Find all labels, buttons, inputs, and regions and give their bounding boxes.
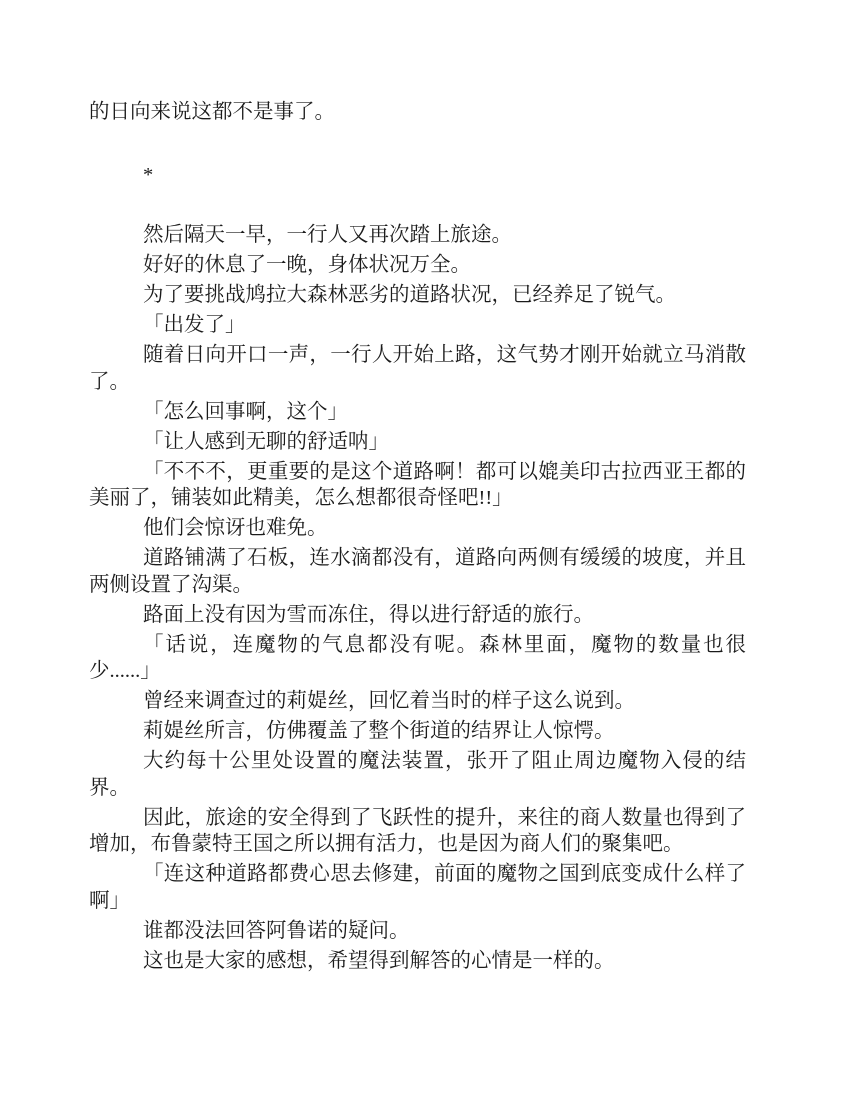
section-separator: * [143, 163, 154, 186]
dialogue-paragraph: 「不不不，更重要的是这个道路啊！都可以媲美印古拉西亚王都的美丽了，铺装如此精美，怎么想都很奇怪吧!!」 [89, 460, 746, 509]
paragraph: 这也是大家的感想，希望得到解答的心情是一样的。 [143, 949, 615, 972]
paragraph: 随着日向开口一声，一行人开始上路，这气势才刚开始就立马消散了。 [89, 344, 746, 393]
paragraph: 大约每十公里处设置的魔法装置，张开了阻止周边魔物入侵的结界。 [89, 750, 746, 799]
paragraph: 道路铺满了石板，连水滴都没有，道路向两侧有缓缓的坡度，并且两侧设置了沟渠。 [89, 547, 746, 596]
paragraph: 路面上没有因为雪而冻住，得以进行舒适的旅行。 [143, 603, 594, 626]
dialogue-paragraph: 「话说，连魔物的气息都没有呢。森林里面，魔物的数量也很少......」 [89, 633, 746, 682]
dialogue-paragraph: 「连这种道路都费心思去修建，前面的魔物之国到底变成什么样了啊」 [89, 863, 746, 912]
paragraph: 然后隔天一早，一行人又再次踏上旅途。 [143, 224, 512, 246]
paragraph-continuation: 的日向来说这都不是事了。 [89, 101, 335, 123]
paragraph: 为了要挑战鸠拉大森林恶劣的道路状况，已经养足了锐气。 [143, 284, 676, 306]
paragraph: 谁都没法回答阿鲁诺的疑问。 [143, 919, 410, 942]
paragraph: 莉媞丝所言，仿佛覆盖了整个街道的结界让人惊愕。 [143, 720, 615, 742]
dialogue-paragraph: 「怎么回事啊，这个」 [143, 400, 348, 423]
paragraph: 曾经来调查过的莉媞丝，回忆着当时的样子这么说到。 [143, 690, 635, 712]
dialogue-paragraph: 「出发了」 [143, 314, 246, 336]
paragraph: 他们会惊讶也难免。 [143, 517, 328, 539]
dialogue-paragraph: 「让人感到无聊的舒适呐」 [143, 430, 389, 453]
paragraph: 好好的休息了一晚，身体状况万全。 [143, 254, 471, 276]
paragraph: 因此，旅途的安全得到了飞跃性的提升，来往的商人数量也得到了增加，布鲁蒙特王国之所以拥有活力，也是因为商人们的聚集吧。 [89, 806, 746, 855]
